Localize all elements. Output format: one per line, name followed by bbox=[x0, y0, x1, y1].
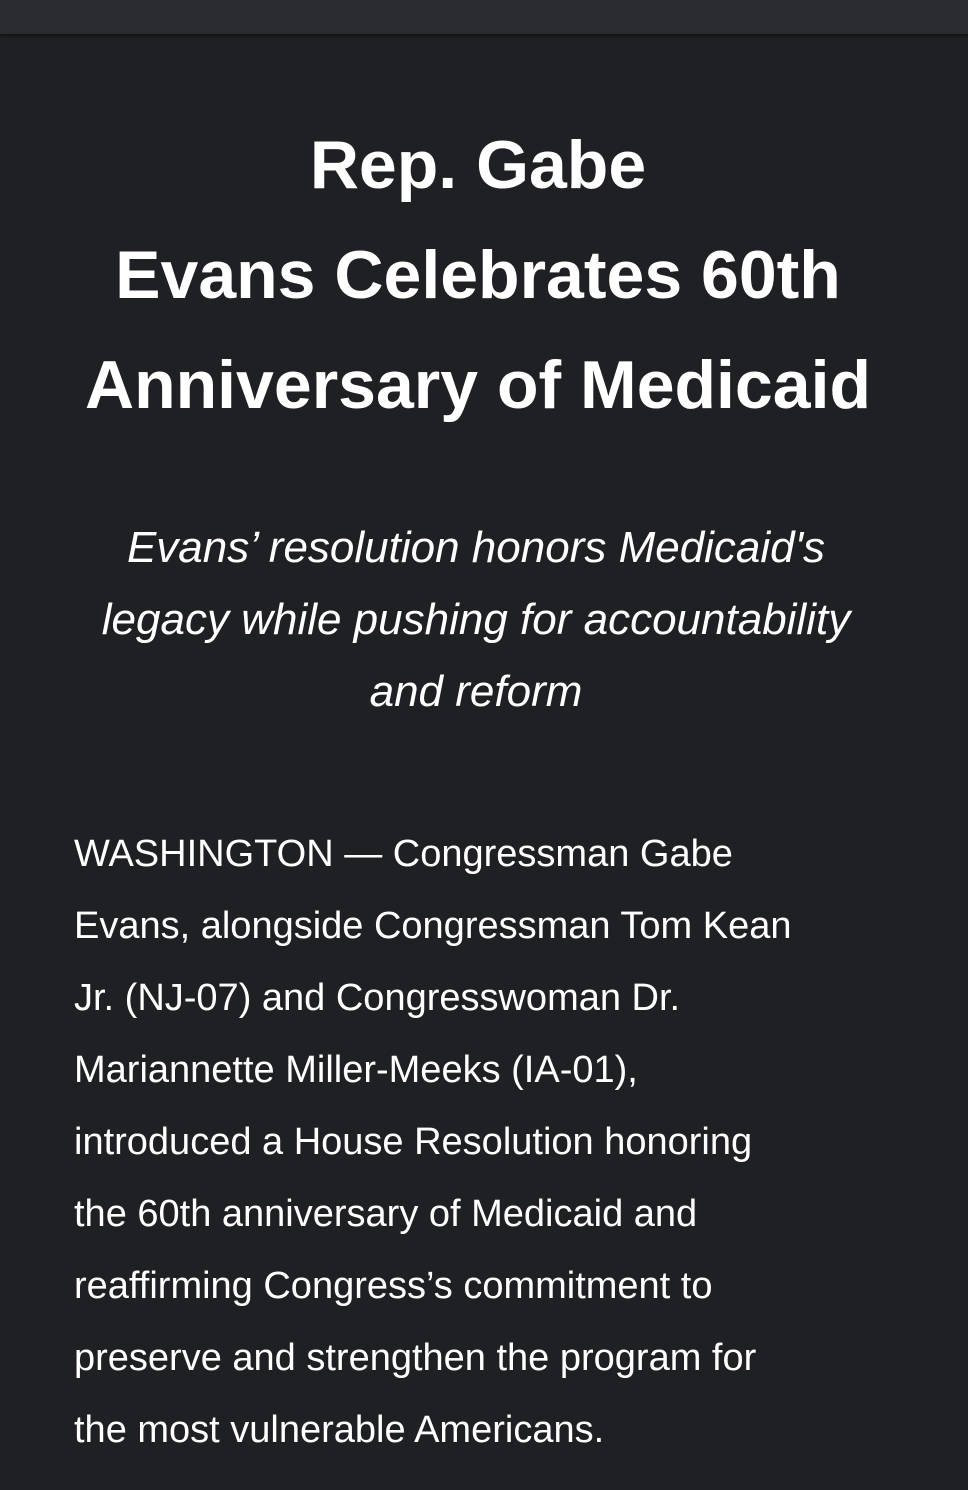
body-line: preserve and strengthen the program for bbox=[74, 1337, 757, 1379]
article-subtitle bbox=[52, 512, 900, 728]
article bbox=[0, 34, 968, 1490]
subtitle-line: Evans’ resolution honors Medicaid's bbox=[126, 523, 826, 572]
headline-line: Evans Celebrates 60th bbox=[115, 237, 841, 313]
headline-line: Rep. Gabe bbox=[309, 127, 647, 203]
body-line: reaffirming Congress’s commitment to bbox=[74, 1265, 713, 1307]
body-line: WASHINGTON — Congressman Gabe bbox=[74, 833, 733, 875]
article-body-paragraph bbox=[74, 818, 900, 1466]
body-line: Evans, alongside Congressman Tom Kean bbox=[74, 905, 792, 947]
subtitle-line: and reform bbox=[369, 667, 583, 716]
subtitle-line: legacy while pushing for accountability bbox=[101, 595, 851, 644]
body-line: Jr. (NJ-07) and Congresswoman Dr. bbox=[74, 977, 681, 1019]
headline-line: Anniversary of Medicaid bbox=[84, 347, 872, 423]
browser-top-bar bbox=[0, 0, 968, 34]
body-line: the 60th anniversary of Medicaid and bbox=[74, 1193, 698, 1235]
body-line: Mariannette Miller-Meeks (IA-01), bbox=[74, 1049, 638, 1091]
body-line: introduced a House Resolution honoring bbox=[74, 1121, 753, 1163]
article-headline bbox=[40, 110, 916, 440]
body-line: the most vulnerable Americans. bbox=[74, 1409, 605, 1451]
